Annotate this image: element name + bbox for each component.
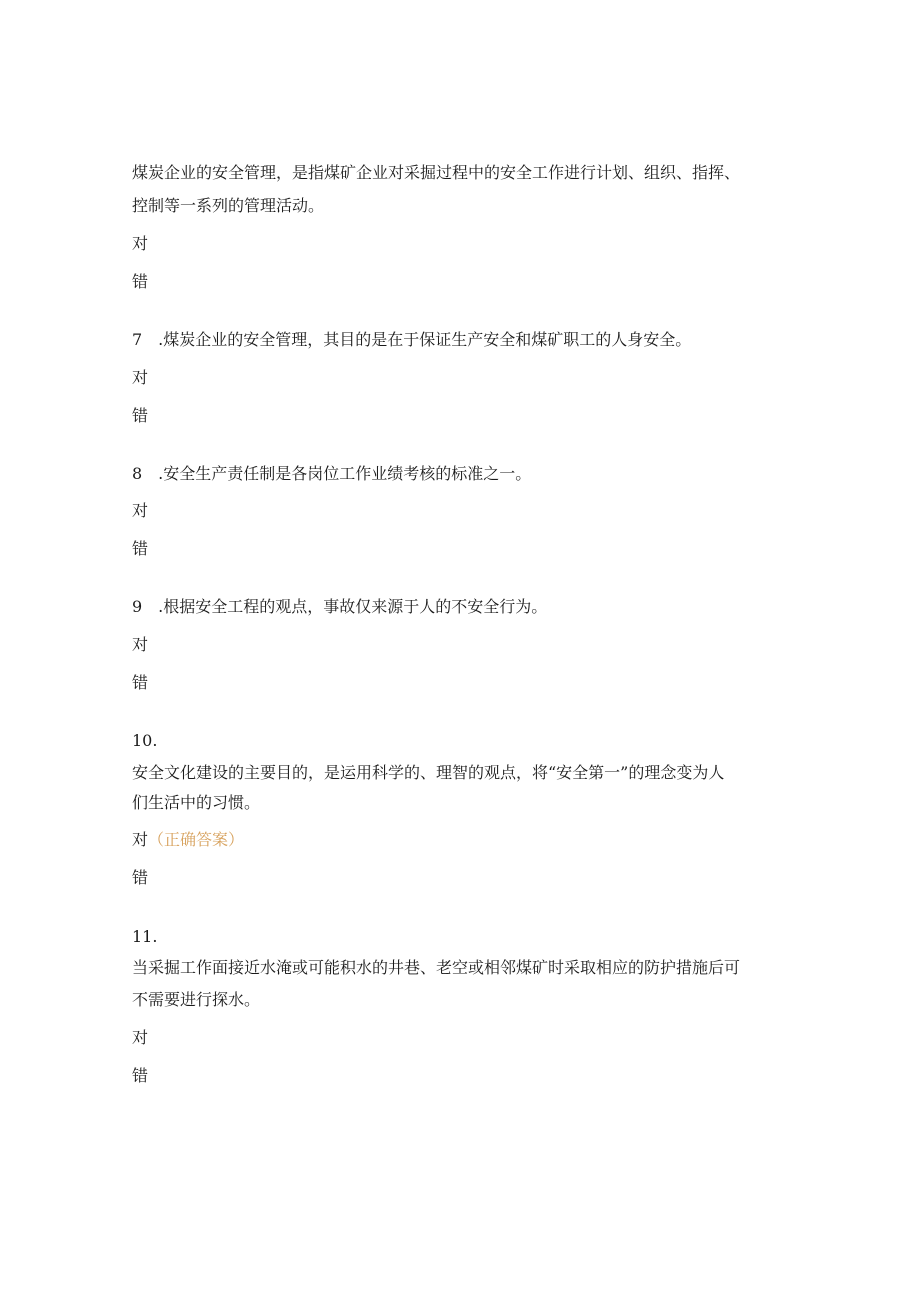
correct-answer-tag: （正确答案） (148, 830, 245, 849)
question-text-line (132, 597, 792, 617)
option-label: 错 (132, 272, 149, 291)
option-true[interactable] (132, 234, 792, 254)
option-false[interactable] (132, 1066, 792, 1086)
option-false[interactable] (132, 868, 792, 888)
question-number: 11. (132, 927, 158, 946)
question-text-line: 当采掘工作面接近水淹或可能积水的井巷、老空或相邻煤矿时采取相应的防护措施后可 (132, 958, 741, 977)
option-label: 错 (132, 868, 149, 887)
question-number: 8 . (132, 464, 164, 483)
option-true[interactable] (132, 635, 792, 655)
option-false[interactable] (132, 272, 792, 292)
question-text-line (132, 464, 792, 484)
option-label: 错 (132, 539, 149, 558)
option-false[interactable] (132, 406, 792, 426)
question-text: 煤炭企业的安全管理，其目的是在于保证生产安全和煤矿职工的人身安全。 (163, 330, 692, 349)
option-false[interactable] (132, 539, 792, 559)
option-label: 对 (132, 1028, 149, 1047)
option-label: 错 (132, 406, 149, 425)
question-text-line (132, 330, 792, 350)
option-label: 对 (132, 830, 149, 849)
option-label: 错 (132, 673, 149, 692)
option-label: 对 (132, 368, 149, 387)
question-number: 10. (132, 731, 158, 750)
option-true[interactable] (132, 1028, 792, 1048)
option-label: 对 (132, 501, 149, 520)
question-text-line: 们生活中的习惯。 (132, 793, 261, 812)
option-false[interactable] (132, 673, 792, 693)
question-text-line: 煤炭企业的安全管理，是指煤矿企业对采掘过程中的安全工作进行计划、组织、指挥、 (132, 163, 741, 182)
question-number: 9 . (132, 597, 164, 616)
question-text: 根据安全工程的观点，事故仅来源于人的不安全行为。 (163, 597, 548, 616)
option-true[interactable] (132, 368, 792, 388)
option-true[interactable] (132, 830, 792, 850)
option-label: 对 (132, 635, 149, 654)
option-true[interactable] (132, 501, 792, 521)
question-text-line: 不需要进行探水。 (132, 990, 261, 1009)
question-text-line: 安全文化建设的主要目的，是运用科学的、理智的观点，将“安全第一”的理念变为人 (132, 763, 725, 782)
option-label: 错 (132, 1066, 149, 1085)
option-label: 对 (132, 234, 149, 253)
question-text: 安全生产责任制是各岗位工作业绩考核的标准之一。 (163, 464, 532, 483)
question-text-line: 控制等一系列的管理活动。 (132, 196, 325, 215)
question-number: 7 . (132, 330, 164, 349)
